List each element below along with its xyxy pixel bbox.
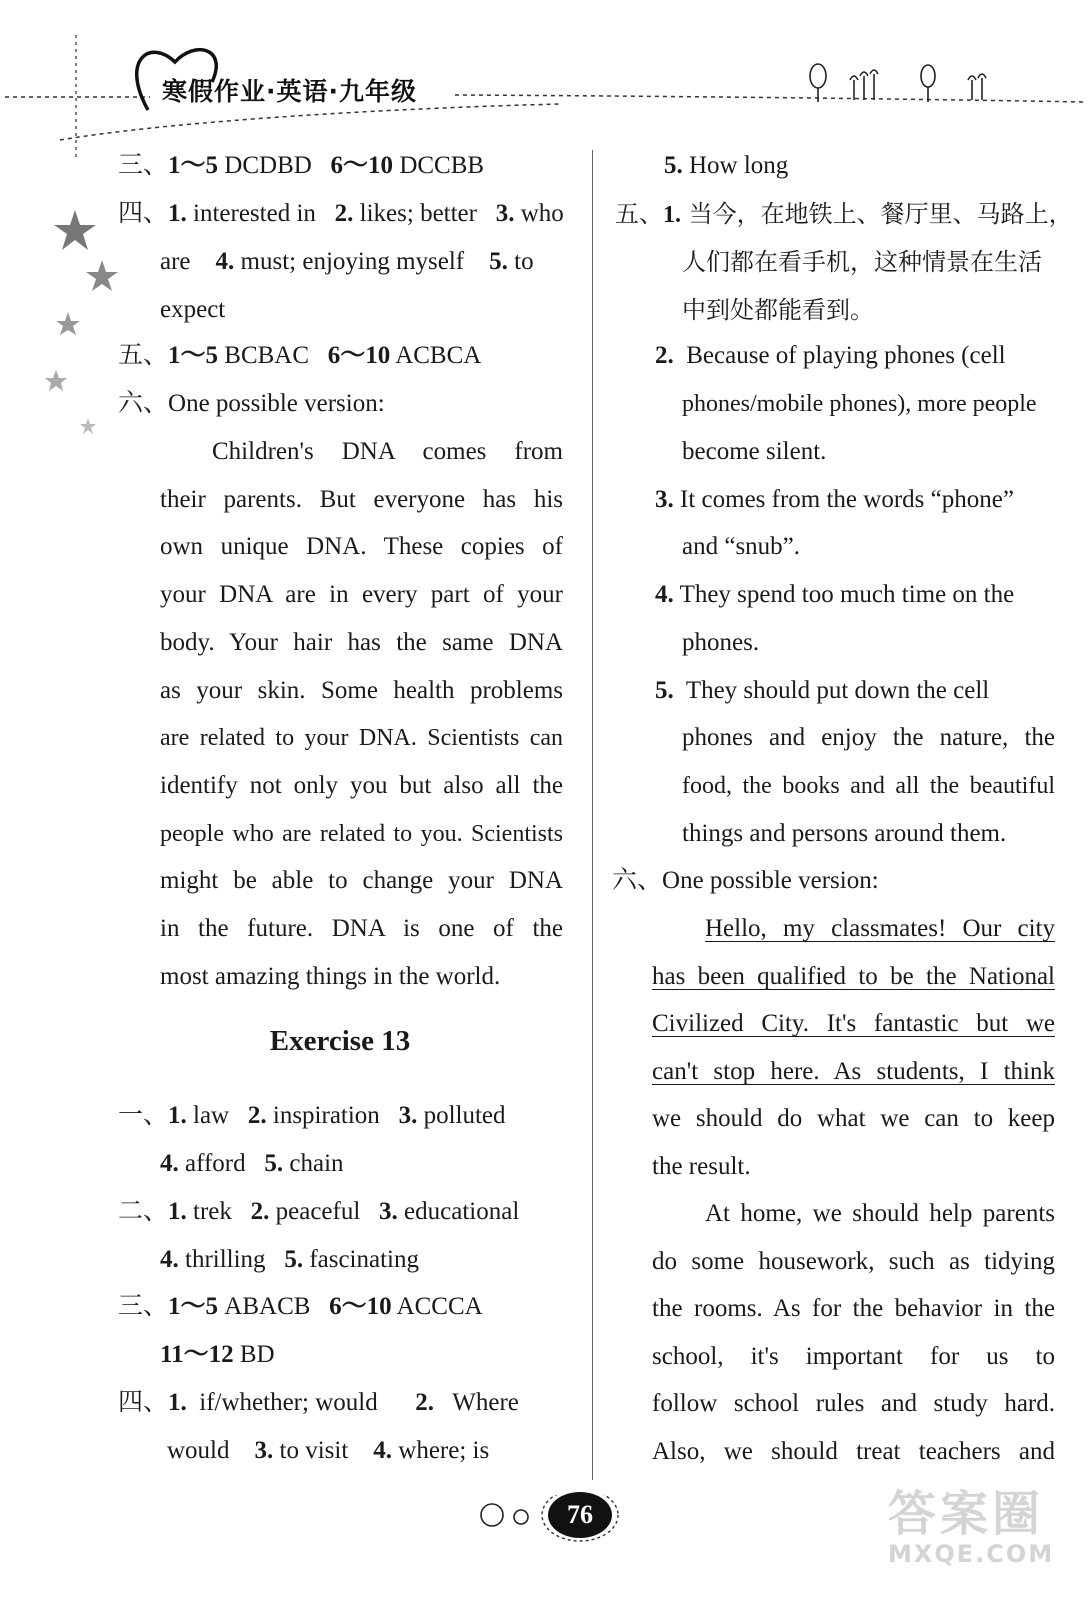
answer-line: 五、1. 当今，在地铁上、餐厅里、马路上， xyxy=(615,200,1073,228)
section-label: 六、One possible version: xyxy=(612,867,879,894)
essay-line: Also, we should treat teachers and xyxy=(652,1438,1055,1465)
answer-line: phones. xyxy=(682,629,760,656)
essay-line: the result. xyxy=(652,1153,751,1180)
essay-line: as your skin. Some health problems xyxy=(160,677,563,704)
exercise-title: Exercise 13 xyxy=(269,1025,411,1057)
essay-line: we should do what we can to keep xyxy=(652,1105,1055,1132)
answer-line: 5. How long xyxy=(664,152,789,179)
answer-line: 三、1～5 DCDBD 6～10 DCCBB xyxy=(118,152,485,179)
page-number: 76 xyxy=(548,1492,612,1538)
essay-line: follow school rules and study hard. xyxy=(652,1390,1055,1417)
essay-line-underlined: Civilized City. It's fantastic but we xyxy=(652,1010,1055,1037)
plant-decoration-icon xyxy=(800,60,1010,105)
header-title: 寒假作业·英语·九年级 xyxy=(162,77,417,106)
essay-line: Children's DNA comes from xyxy=(212,438,563,465)
answer-line: expect xyxy=(160,296,226,323)
answer-line: 五、1～5 BCBAC 6～10 ACBCA xyxy=(118,342,482,369)
answer-line: and “snub”. xyxy=(682,533,801,560)
answer-line: become silent. xyxy=(682,438,827,465)
answer-line: 4. afford 5. chain xyxy=(160,1150,344,1177)
answer-line: 5. They should put down the cell xyxy=(655,677,990,704)
answer-line: are 4. must; enjoying myself 5. to xyxy=(160,248,534,275)
answer-line: 一、1. law 2. inspiration 3. polluted xyxy=(118,1102,506,1129)
answer-line: 4. They spend too much time on the xyxy=(655,581,1015,608)
answer-line: 4. thrilling 5. fascinating xyxy=(160,1246,419,1273)
answer-line: 人们都在看手机，这种情景在生活 xyxy=(682,248,1042,276)
essay-line: identify not only you but also all the xyxy=(160,772,563,799)
essay-line: might be able to change your DNA xyxy=(160,867,563,894)
essay-line: are related to your DNA. Scientists can xyxy=(160,725,563,751)
essay-line-underlined: can't stop here. As students, I think xyxy=(652,1058,1055,1085)
answer-line: things and persons around them. xyxy=(682,820,1007,847)
essay-line: do some housework, such as tidying xyxy=(652,1248,1055,1275)
watermark: 答案圈 MXQE.COM xyxy=(888,1486,1055,1568)
answer-line: would 3. to visit 4. where; is xyxy=(167,1437,490,1464)
essay-line: own unique DNA. These copies of xyxy=(160,533,563,560)
answer-line: 中到处都能看到。 xyxy=(682,296,874,324)
essay-line: the rooms. As for the behavior in the xyxy=(652,1295,1055,1322)
star-decoration-icon xyxy=(40,200,130,440)
answer-line: 四、1. if/whether; would 2. Where xyxy=(118,1389,519,1416)
column-divider xyxy=(592,150,593,1480)
answer-line: 四、1. interested in 2. likes; better 3. who xyxy=(118,200,564,227)
answer-line: 二、1. trek 2. peaceful 3. educational xyxy=(118,1198,520,1225)
essay-line-underlined: has been qualified to be the National xyxy=(652,963,1055,990)
essay-line: your DNA are in every part of your xyxy=(160,581,563,608)
essay-line-underlined: Hello, my classmates! Our city xyxy=(705,915,1055,942)
answer-line: 2. Because of playing phones (cell xyxy=(655,342,1006,369)
essay-line: At home, we should help parents xyxy=(705,1200,1055,1227)
essay-line: most amazing things in the world. xyxy=(160,963,501,990)
essay-line: their parents. But everyone has his xyxy=(160,486,563,513)
answer-line: 11～12 BD xyxy=(160,1341,275,1368)
essay-line: in the future. DNA is one of the xyxy=(160,915,563,942)
essay-line: body. Your hair has the same DNA xyxy=(160,629,563,656)
answer-line: phones/mobile phones), more people xyxy=(682,391,1037,417)
answer-line: phones and enjoy the nature, the xyxy=(682,724,1055,751)
answer-line: 3. It comes from the words “phone” xyxy=(655,486,1014,513)
section-label: 六、One possible version: xyxy=(118,390,385,417)
answer-line: food, the books and all the beautiful xyxy=(682,773,1055,799)
essay-line: school, it's important for us to xyxy=(652,1343,1055,1370)
essay-line: people who are related to you. Scientists xyxy=(160,821,563,847)
answer-line: 三、1～5 ABACB 6～10 ACCCA xyxy=(118,1293,483,1320)
